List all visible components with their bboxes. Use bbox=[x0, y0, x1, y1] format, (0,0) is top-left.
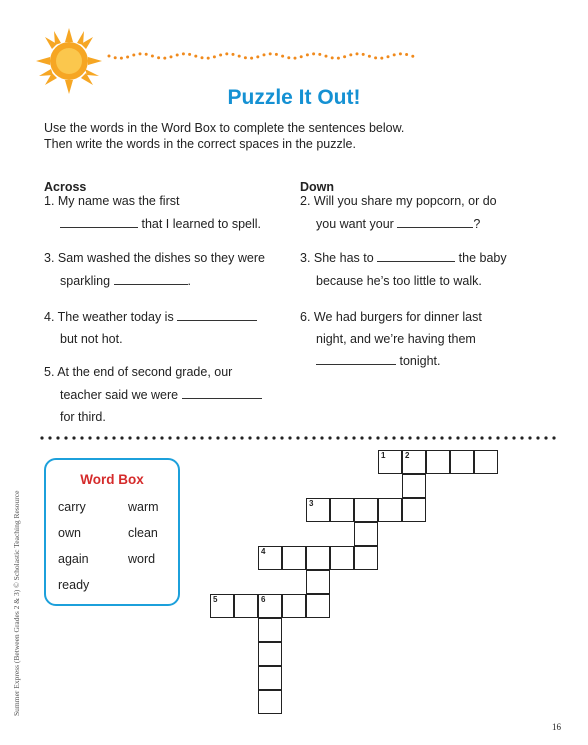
word-box-word: warm bbox=[128, 500, 159, 514]
across-section bbox=[44, 176, 294, 426]
divider-dot bbox=[248, 436, 251, 439]
divider-dot bbox=[264, 436, 267, 439]
clue-text: night, and we’re having them bbox=[316, 332, 476, 346]
clue-across-3 bbox=[44, 247, 265, 269]
decorative-dots bbox=[106, 50, 416, 62]
divider-dot bbox=[104, 436, 107, 439]
divider-dot bbox=[88, 436, 91, 439]
decorative-dot bbox=[176, 53, 179, 56]
decorative-dot bbox=[343, 55, 346, 58]
across-heading: Across bbox=[44, 180, 87, 194]
crossword-cell[interactable] bbox=[330, 546, 354, 570]
decorative-dot bbox=[170, 55, 173, 58]
clue-text: you want your bbox=[316, 217, 394, 231]
cell-number: 4 bbox=[261, 547, 266, 556]
clue-text: ? bbox=[473, 217, 481, 231]
page-title: Puzzle It Out! bbox=[227, 86, 361, 109]
divider-dot bbox=[424, 436, 427, 439]
divider-dot bbox=[216, 436, 219, 439]
clue-down-3 bbox=[300, 247, 507, 269]
crossword-cell[interactable] bbox=[354, 522, 378, 546]
answer-blank[interactable] bbox=[377, 248, 455, 262]
word-box-word: clean bbox=[128, 526, 158, 540]
decorative-dot bbox=[318, 53, 321, 56]
divider-dot bbox=[120, 436, 123, 439]
decorative-dot bbox=[132, 54, 135, 57]
decorative-dot bbox=[331, 56, 334, 59]
clue-down-6-end bbox=[316, 350, 441, 372]
answer-blank[interactable] bbox=[316, 351, 396, 365]
divider-dot bbox=[144, 436, 147, 439]
decorative-dot bbox=[275, 53, 278, 56]
clue-down-2 bbox=[300, 190, 497, 212]
word-box bbox=[44, 458, 180, 606]
clue-across-1 bbox=[44, 190, 179, 212]
decorative-dot bbox=[306, 53, 309, 56]
down-section bbox=[300, 176, 550, 386]
crossword-cell[interactable] bbox=[402, 450, 426, 474]
divider-dot bbox=[392, 436, 395, 439]
decorative-dot bbox=[300, 55, 303, 58]
down-heading: Down bbox=[300, 180, 335, 194]
decorative-dot bbox=[194, 55, 197, 58]
clue-text: 4. The weather today is bbox=[44, 310, 174, 324]
decorative-dot bbox=[145, 53, 148, 56]
divider-dot bbox=[496, 436, 499, 439]
decorative-dot bbox=[368, 55, 371, 58]
divider-dot bbox=[472, 436, 475, 439]
divider-dot bbox=[232, 436, 235, 439]
divider-dot bbox=[384, 436, 387, 439]
divider-dot bbox=[328, 436, 331, 439]
clue-across-5 bbox=[44, 361, 232, 383]
divider-dot bbox=[184, 436, 187, 439]
decorative-dot bbox=[244, 56, 247, 59]
divider-dot bbox=[368, 436, 371, 439]
instruction-line: Use the words in the Word Box to complete the sentences below. bbox=[44, 121, 405, 135]
decorative-dot bbox=[139, 52, 142, 55]
word-box-title: Word Box bbox=[80, 472, 144, 487]
divider-dot bbox=[48, 436, 51, 439]
divider-dot bbox=[400, 436, 403, 439]
crossword-cell[interactable] bbox=[234, 594, 258, 618]
divider-dot bbox=[304, 436, 307, 439]
crossword-cell[interactable] bbox=[258, 618, 282, 642]
crossword-cell[interactable] bbox=[258, 642, 282, 666]
clue-text: 6. We had burgers for dinner last bbox=[300, 310, 482, 324]
decorative-dot bbox=[256, 55, 259, 58]
decorative-dot bbox=[405, 53, 408, 56]
clue-text: because he’s too little to walk. bbox=[316, 274, 482, 288]
divider-dot bbox=[536, 436, 539, 439]
crossword-cell[interactable] bbox=[258, 594, 282, 618]
divider-dot bbox=[528, 436, 531, 439]
crossword-cell[interactable] bbox=[330, 498, 354, 522]
decorative-dot bbox=[349, 53, 352, 56]
clue-text: 5. At the end of second grade, our bbox=[44, 365, 233, 379]
divider-dot bbox=[112, 436, 115, 439]
answer-blank[interactable] bbox=[114, 271, 188, 285]
divider-dot bbox=[344, 436, 347, 439]
decorative-dot bbox=[411, 55, 414, 58]
decorative-dot bbox=[312, 52, 315, 55]
crossword-cell[interactable] bbox=[282, 594, 306, 618]
decorative-dot bbox=[294, 57, 297, 60]
crossword-cell[interactable] bbox=[354, 498, 378, 522]
divider-dot bbox=[56, 436, 59, 439]
decorative-dot bbox=[380, 57, 383, 60]
clue-down-6-cont bbox=[316, 328, 476, 350]
divider-dot bbox=[448, 436, 451, 439]
answer-blank[interactable] bbox=[60, 214, 138, 228]
divider-dot bbox=[256, 436, 259, 439]
decorative-dot bbox=[182, 52, 185, 55]
divider-dot bbox=[440, 436, 443, 439]
crossword-cell[interactable] bbox=[378, 450, 402, 474]
divider-dot bbox=[376, 436, 379, 439]
instruction-line: Then write the words in the correct spaces in the puzzle. bbox=[44, 137, 356, 151]
divider-dot bbox=[240, 436, 243, 439]
sun-icon bbox=[36, 28, 102, 94]
instructions bbox=[44, 120, 464, 152]
clue-text: 1. My name was the first bbox=[44, 194, 180, 208]
clue-text: that I learned to spell. bbox=[141, 217, 262, 231]
crossword-cell[interactable] bbox=[210, 594, 234, 618]
decorative-dot bbox=[325, 55, 328, 58]
decorative-dot bbox=[114, 56, 117, 59]
divider-dot bbox=[176, 436, 179, 439]
cell-number: 3 bbox=[309, 499, 314, 508]
crossword-cell[interactable] bbox=[474, 450, 498, 474]
decorative-dot bbox=[263, 53, 266, 56]
clue-text: sparkling bbox=[60, 274, 111, 288]
decorative-dot bbox=[238, 55, 241, 58]
clue-across-5-end bbox=[60, 406, 106, 428]
word-box-word: again bbox=[58, 552, 89, 566]
clue-across-4 bbox=[44, 306, 257, 328]
decorative-dot bbox=[232, 53, 235, 56]
decorative-dot bbox=[337, 57, 340, 60]
cell-number: 6 bbox=[261, 595, 266, 604]
crossword-cell[interactable] bbox=[258, 690, 282, 714]
answer-blank[interactable] bbox=[397, 214, 473, 228]
crossword-cell[interactable] bbox=[378, 498, 402, 522]
clue-down-3-cont bbox=[316, 270, 482, 292]
clue-text: 2. Will you share my popcorn, or do bbox=[300, 194, 497, 208]
clue-down-2-cont bbox=[316, 213, 480, 235]
clue-across-1-cont bbox=[60, 213, 261, 235]
divider-dot bbox=[552, 436, 555, 439]
decorative-dot bbox=[201, 56, 204, 59]
crossword-cell[interactable] bbox=[258, 546, 282, 570]
clue-down-6 bbox=[300, 306, 482, 328]
crossword-cell[interactable] bbox=[354, 546, 378, 570]
divider-dot bbox=[72, 436, 75, 439]
cell-number: 5 bbox=[213, 595, 218, 604]
divider-dot bbox=[464, 436, 467, 439]
decorative-dot bbox=[151, 55, 154, 58]
divider-dot bbox=[352, 436, 355, 439]
decorative-dot bbox=[108, 55, 111, 58]
decorative-dot bbox=[387, 55, 390, 58]
divider-dot bbox=[288, 436, 291, 439]
crossword-cell[interactable] bbox=[258, 666, 282, 690]
divider-dot bbox=[504, 436, 507, 439]
divider-dot bbox=[160, 436, 163, 439]
clue-text: 3. Sam washed the dishes so they were bbox=[44, 251, 265, 265]
cell-number: 2 bbox=[405, 451, 410, 460]
crossword-cell[interactable] bbox=[306, 498, 330, 522]
dotted-divider bbox=[40, 434, 560, 442]
divider-dot bbox=[312, 436, 315, 439]
clue-text: for third. bbox=[60, 410, 106, 424]
divider-dot bbox=[480, 436, 483, 439]
decorative-dot bbox=[374, 56, 377, 59]
divider-dot bbox=[456, 436, 459, 439]
divider-dot bbox=[96, 436, 99, 439]
divider-dot bbox=[408, 436, 411, 439]
decorative-dot bbox=[356, 52, 359, 55]
decorative-dot bbox=[269, 52, 272, 55]
divider-dot bbox=[168, 436, 171, 439]
divider-dot bbox=[80, 436, 83, 439]
crossword-cell[interactable] bbox=[282, 546, 306, 570]
clue-text: tonight. bbox=[399, 354, 441, 368]
cell-number: 1 bbox=[381, 451, 386, 460]
decorative-dot bbox=[362, 53, 365, 56]
answer-blank[interactable] bbox=[182, 385, 262, 399]
decorative-dot bbox=[213, 55, 216, 58]
clue-text: . bbox=[187, 274, 191, 288]
clue-text: 3. She has to bbox=[300, 251, 374, 265]
crossword-cell[interactable] bbox=[306, 594, 330, 618]
crossword-cell[interactable] bbox=[306, 546, 330, 570]
decorative-dot bbox=[207, 57, 210, 60]
clue-across-3-cont bbox=[60, 270, 191, 292]
clue-text: but not hot. bbox=[60, 332, 123, 346]
divider-dot bbox=[544, 436, 547, 439]
decorative-dot bbox=[126, 55, 129, 58]
divider-dot bbox=[320, 436, 323, 439]
side-credit bbox=[10, 480, 22, 720]
divider-dot bbox=[432, 436, 435, 439]
divider-dot bbox=[272, 436, 275, 439]
word-box-word: ready bbox=[58, 578, 90, 592]
answer-blank[interactable] bbox=[177, 307, 257, 321]
clue-text: the baby bbox=[458, 251, 507, 265]
decorative-dot bbox=[225, 52, 228, 55]
clue-text: teacher said we were bbox=[60, 388, 179, 402]
divider-dot bbox=[416, 436, 419, 439]
divider-dot bbox=[520, 436, 523, 439]
word-box-word: own bbox=[58, 526, 81, 540]
page-number: 16 bbox=[552, 722, 561, 732]
decorative-dot bbox=[157, 56, 160, 59]
divider-dot bbox=[512, 436, 515, 439]
clue-across-4-cont bbox=[60, 328, 123, 350]
decorative-dot bbox=[399, 52, 402, 55]
decorative-dot bbox=[287, 56, 290, 59]
divider-dot bbox=[152, 436, 155, 439]
divider-dot bbox=[488, 436, 491, 439]
crossword-cell[interactable] bbox=[306, 570, 330, 594]
decorative-dot bbox=[393, 53, 396, 56]
crossword-cell[interactable] bbox=[402, 474, 426, 498]
clue-across-5-cont bbox=[60, 384, 262, 406]
decorative-dot bbox=[281, 55, 284, 58]
divider-dot bbox=[192, 436, 195, 439]
decorative-dot bbox=[219, 53, 222, 56]
crossword-cell[interactable] bbox=[402, 498, 426, 522]
copyright-text: Summer Express (Between Grades 2 & 3) © Scholastic Teaching Resource bbox=[12, 490, 21, 716]
divider-dot bbox=[208, 436, 211, 439]
divider-dot bbox=[128, 436, 131, 439]
divider-dot bbox=[336, 436, 339, 439]
divider-dot bbox=[136, 436, 139, 439]
crossword-cell[interactable] bbox=[426, 450, 450, 474]
word-box-word: word bbox=[128, 552, 156, 566]
word-box-word: carry bbox=[58, 500, 86, 514]
decorative-dot bbox=[163, 57, 166, 60]
divider-dot bbox=[40, 436, 43, 439]
divider-dot bbox=[296, 436, 299, 439]
decorative-dot bbox=[188, 53, 191, 56]
divider-dot bbox=[280, 436, 283, 439]
divider-dot bbox=[64, 436, 67, 439]
divider-dot bbox=[224, 436, 227, 439]
divider-dot bbox=[360, 436, 363, 439]
decorative-dot bbox=[250, 57, 253, 60]
crossword-cell[interactable] bbox=[450, 450, 474, 474]
crossword-grid bbox=[210, 450, 510, 710]
decorative-dot bbox=[120, 57, 123, 60]
divider-dot bbox=[200, 436, 203, 439]
